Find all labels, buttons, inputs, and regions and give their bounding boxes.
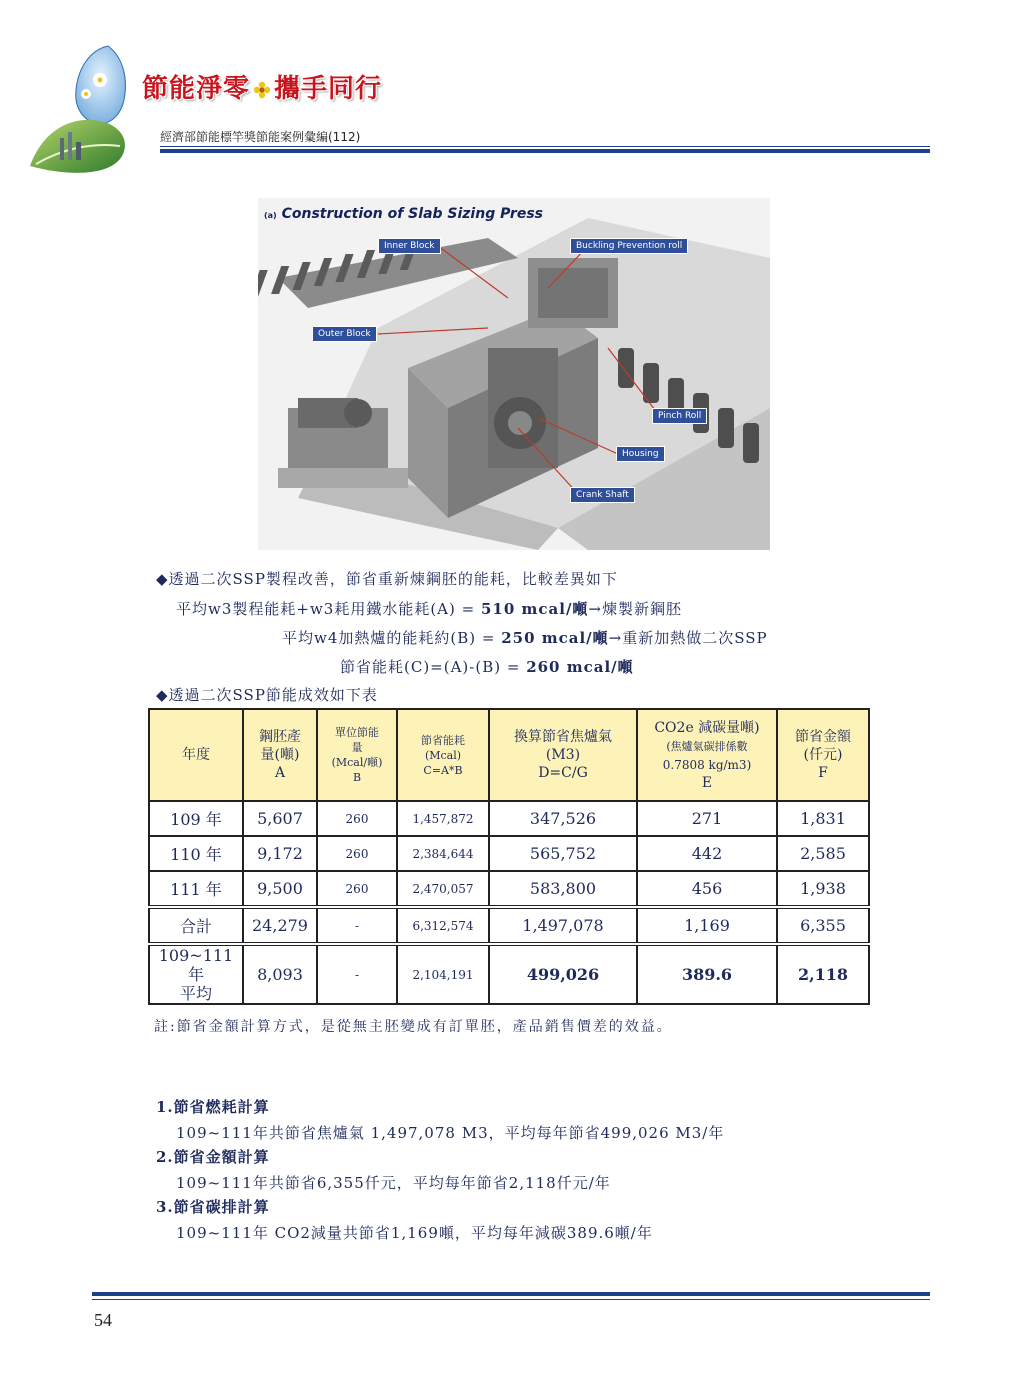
cell-unit-saving: - xyxy=(317,907,397,944)
header-coke-gas-l3: D=C/G xyxy=(538,765,588,781)
page-header xyxy=(0,0,1024,190)
table-row xyxy=(149,801,869,836)
header-slab-output-l2: 量(噸) xyxy=(260,747,300,763)
cell-unit-saving: - xyxy=(317,944,397,1004)
intro-line-3-post: →重新加熱做二次SSP xyxy=(608,629,768,647)
callout-crank-shaft: Crank Shaft xyxy=(570,487,635,503)
cell-unit-saving: 260 xyxy=(317,836,397,871)
intro-line-5: ◆透過二次SSP節能成效如下表 xyxy=(156,686,378,704)
cell-slab-output: 5,607 xyxy=(243,801,317,836)
press-machinery-illustration xyxy=(258,198,770,550)
header-year xyxy=(149,709,243,801)
brand-title xyxy=(142,68,382,105)
energy-savings-table xyxy=(148,708,870,1005)
slab-sizing-press-figure xyxy=(258,198,770,550)
header-rule-thick xyxy=(160,149,930,153)
taiwan-leaf-logo-icon xyxy=(20,38,170,183)
header-energy-saved-l3: C=A*B xyxy=(423,763,463,777)
calc-fuel-heading: 1.節省燃耗計算 xyxy=(156,1098,270,1116)
table-total-row xyxy=(149,907,869,944)
page-number: 54 xyxy=(94,1310,112,1330)
header-year-label: 年度 xyxy=(182,747,210,763)
avg-label-line-1: 109~111 年 xyxy=(158,946,234,984)
intro-line-4-pre: 節省能耗(C)=(A)-(B) = xyxy=(340,658,527,676)
calc-cost-heading: 2.節省金額計算 xyxy=(156,1148,270,1166)
cell-co2: 456 xyxy=(637,871,777,907)
cell-co2: 271 xyxy=(637,801,777,836)
header-unit-saving-l4: B xyxy=(352,771,362,784)
header-slab-output-l1: 鋼胚產 xyxy=(259,729,301,745)
intro-line-2-post: →煉製新鋼胚 xyxy=(588,600,682,618)
brand-left: 節能淨零 xyxy=(142,74,251,104)
header-cost-saving-l2: (仟元) xyxy=(803,747,843,763)
header-co2-reduction xyxy=(637,709,777,801)
cell-slab-output: 9,500 xyxy=(243,871,317,907)
header-coke-gas-l2: (M3) xyxy=(545,747,581,763)
cell-energy-saved: 2,104,191 xyxy=(397,944,489,1004)
figure-title-prefix: (a) xyxy=(264,211,277,220)
cell-coke-gas: 1,497,078 xyxy=(489,907,637,944)
cell-year xyxy=(149,944,243,1004)
calc-carbon-body: 109~111年 CO2減量共節省1,169噸，平均每年減碳389.6噸/年 xyxy=(176,1224,653,1242)
header-unit-saving-l3: (Mcal/噸) xyxy=(331,756,383,769)
cell-coke-gas: 565,752 xyxy=(489,836,637,871)
intro-line-4 xyxy=(340,656,634,677)
cell-coke-gas: 583,800 xyxy=(489,871,637,907)
cell-coke-gas: 347,526 xyxy=(489,801,637,836)
cell-unit-saving: 260 xyxy=(317,801,397,836)
cell-coke-gas: 499,026 xyxy=(489,944,637,1004)
cell-energy-saved: 1,457,872 xyxy=(397,801,489,836)
intro-line-3-value: 250 mcal/噸 xyxy=(501,629,609,647)
table-footnote: 註:節省金額計算方式，是從無主胚變成有訂單胚，產品銷售價差的效益。 xyxy=(154,1019,673,1035)
footer-rule-thick xyxy=(92,1292,930,1296)
cell-co2: 1,169 xyxy=(637,907,777,944)
cell-year: 110 年 xyxy=(149,836,243,871)
header-coke-gas-l1: 換算節省焦爐氣 xyxy=(514,729,612,745)
cell-cost: 2,585 xyxy=(777,836,869,871)
intro-line-3 xyxy=(282,627,768,648)
figure-title xyxy=(264,206,543,222)
header-energy-saved xyxy=(397,709,489,801)
callout-buckling-prevention-roll: Buckling Prevention roll xyxy=(570,238,688,254)
header-rule-thin xyxy=(160,146,930,147)
cell-cost: 6,355 xyxy=(777,907,869,944)
intro-line-1: ◆透過二次SSP製程改善，節省重新煉鋼胚的能耗，比較差異如下 xyxy=(156,570,618,588)
callout-housing: Housing xyxy=(616,446,665,462)
cell-slab-output: 24,279 xyxy=(243,907,317,944)
callout-inner-block: Inner Block xyxy=(378,238,441,254)
table-row xyxy=(149,836,869,871)
header-slab-output-l3: A xyxy=(274,765,286,781)
header-subtitle: 經濟部節能標竿獎節能案例彙編(112) xyxy=(160,130,361,144)
cell-energy-saved: 2,384,644 xyxy=(397,836,489,871)
intro-line-3-pre: 平均w4加熱爐的能耗約(B) = xyxy=(282,629,502,647)
cell-cost: 1,938 xyxy=(777,871,869,907)
header-unit-saving xyxy=(317,709,397,801)
header-co2-reduction-l2: (焦爐氣碳排係數 xyxy=(666,739,748,753)
table-average-row xyxy=(149,944,869,1004)
header-cost-saving-l1: 節省金額 xyxy=(795,729,851,745)
header-cost-saving xyxy=(777,709,869,801)
cell-slab-output: 8,093 xyxy=(243,944,317,1004)
header-unit-saving-l2: 量 xyxy=(351,741,363,754)
cell-co2: 389.6 xyxy=(637,944,777,1004)
cell-cost: 2,118 xyxy=(777,944,869,1004)
header-co2-reduction-l3: 0.7808 kg/m3) xyxy=(662,757,752,772)
cell-energy-saved: 6,312,574 xyxy=(397,907,489,944)
callout-pinch-roll: Pinch Roll xyxy=(652,408,707,424)
calc-fuel-body: 109~111年共節省焦爐氣 1,497,078 M3，平均每年節省499,026 M3/年 xyxy=(176,1124,725,1142)
calc-cost-body: 109~111年共節省6,355仟元，平均每年節省2,118仟元/年 xyxy=(176,1174,611,1192)
callout-outer-block: Outer Block xyxy=(312,326,377,342)
cell-unit-saving: 260 xyxy=(317,871,397,907)
intro-line-2-pre: 平均w3製程能耗+w3耗用鐵水能耗(A) = xyxy=(176,600,481,618)
table-header-row xyxy=(149,709,869,801)
table-row xyxy=(149,871,869,907)
footer-rule-thin xyxy=(92,1299,930,1300)
avg-label-line-2: 平均 xyxy=(179,984,212,1003)
cell-co2: 442 xyxy=(637,836,777,871)
calc-carbon-heading: 3.節省碳排計算 xyxy=(156,1198,270,1216)
intro-line-2 xyxy=(176,598,682,619)
brand-right: 攜手同行 xyxy=(274,74,383,104)
cell-year: 109 年 xyxy=(149,801,243,836)
header-unit-saving-l1: 單位節能 xyxy=(335,726,379,739)
intro-line-4-value: 260 mcal/噸 xyxy=(526,658,634,676)
header-coke-gas xyxy=(489,709,637,801)
intro-line-2-value: 510 mcal/噸 xyxy=(480,600,589,618)
header-cost-saving-l3: F xyxy=(818,765,828,781)
header-energy-saved-l2: (Mcal) xyxy=(424,748,462,762)
figure-title-text: Construction of Slab Sizing Press xyxy=(281,206,543,222)
flower-icon xyxy=(253,81,271,99)
cell-year: 合計 xyxy=(149,907,243,944)
header-co2-reduction-l1: CO2e 減碳量噸) xyxy=(654,719,760,736)
cell-cost: 1,831 xyxy=(777,801,869,836)
cell-year: 111 年 xyxy=(149,871,243,907)
header-energy-saved-l1: 節省能耗 xyxy=(421,733,465,747)
header-co2-reduction-l4: E xyxy=(701,774,713,791)
cell-slab-output: 9,172 xyxy=(243,836,317,871)
header-slab-output xyxy=(243,709,317,801)
cell-energy-saved: 2,470,057 xyxy=(397,871,489,907)
